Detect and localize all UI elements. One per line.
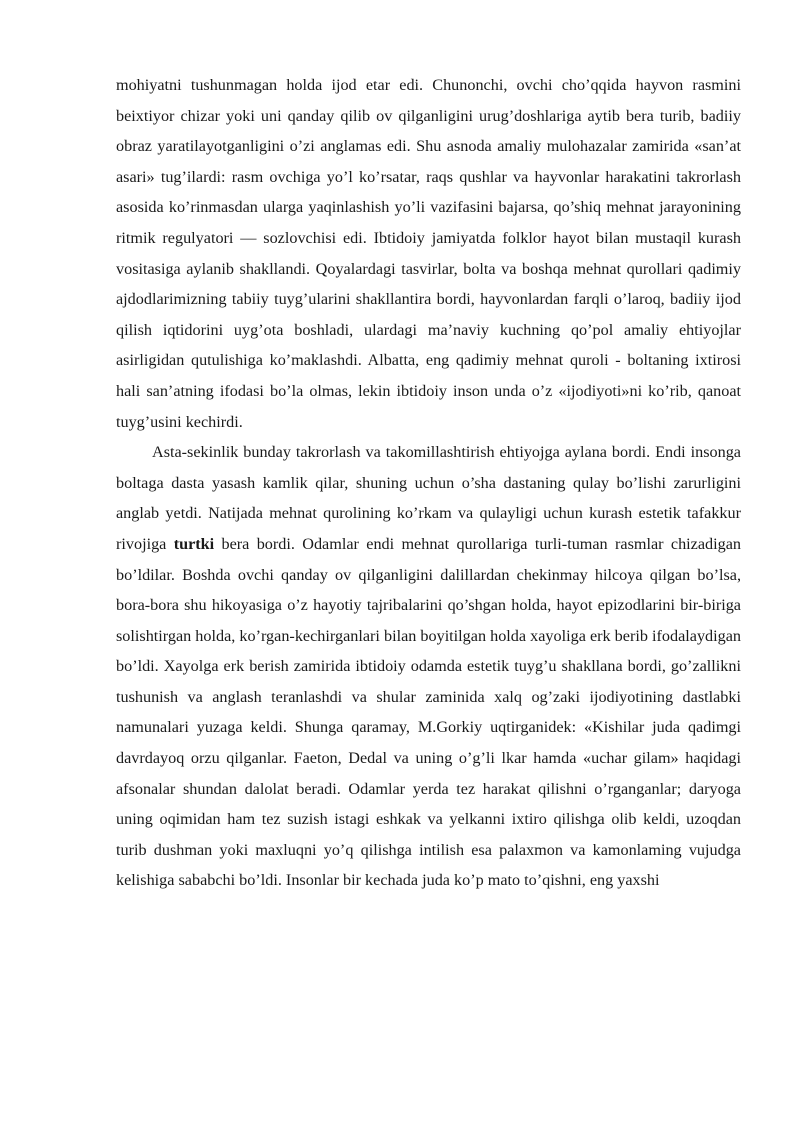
paragraph-2-text-after: bera bordi. Odamlar endi mehnat qurollariga turli-tuman rasmlar chizadigan bo’ldilar. Boshda ovchi qanday ov qilganligini dalillardan chekinmay hilcoya qilgan bo’lsa, bora-bora shu hikoyasiga o’z hayotiy tajribalarini qo’shgan holda, hayot epizodlarini bir-biriga solishtirgan holda, ko’rgan-kechirganlari bilan boyitilgan holda xayoliga erk berib ifodalaydigan bo’ldi. Xayolga erk berish zamirida ibtidoiy odamda estetik tuyg’u shakllana bordi, go’zallikni tushunish va anglash teranlashdi va shular zaminida xalq og’zaki ijodiyotining dastlabki namunalari yuzaga keldi. Shunga qaramay, M.Gorkiy uqtirganidek: «Kishilar juda qadimgi davrdayoq orzu qilganlar. Faeton, Dedal va uning o’g’li lkar hamda «uchar gilam» haqidagi afsonalar shundan dalolat beradi. Odamlar yerda tez harakat qilishni o’rganganlar; daryoga uning oqimidan ham tez suzish istagi eshkak va yelkanni ixtiro qilishga olib keldi, uzoqdan turib dushman yoki maxluqni yo’q qilishga intilish esa palaxmon va kamonlaming vujudga kelishiga sababchi bo’ldi. Insonlar bir kechada juda ko’p mato to’qishni, eng yaxshi xyxy=(116,534,741,890)
bold-term: turtki xyxy=(173,534,215,553)
document-page xyxy=(116,70,741,896)
paragraph-1: mohiyatni tushunmagan holda ijod etar edi. Chunonchi, ovchi cho’qqida hayvon rasmini beixtiyor chizar yoki uni qanday qilib ov qilganligini urug’doshlariga aytib bera turib, badiiy obraz yaratilayotganligini o’zi anglamas edi. Shu asnoda amaliy mulohazalar zamirida «san’at asari» tug’ilardi: rasm ovchiga yo’l ko’rsatar, raqs qushlar va hayvonlar harakatini takrorlash asosida ko’rinmasdan ularga yaqinlashish yo’li vazifasini bajarsa, qo’shiq mehnat jarayonining ritmik regulyatori — sozlovchisi edi. Ibtidoiy jamiyatda folklor hayot bilan mustaqil kurash vositasiga aylanib shakllandi. Qoyalardagi tasvirlar, bolta va boshqa mehnat qurollari qadimiy ajdodlarimizning tabiiy tuyg’ularini shakllantira bordi, hayvonlardan farqli o’laroq, badiiy ijod qilish iqtidorini uyg’ota boshladi, ulardagi ma’naviy kuchning qo’pol amaliy ehtiyojlar asirligidan qutulishiga ko’maklashdi. Albatta, eng qadimiy mehnat quroli - boltaning ixtirosi hali san’atning ifodasi bo’la olmas, lekin ibtidoiy inson unda o’z «ijodiyoti»ni ko’rib, qanoat tuyg’usini kechirdi. xyxy=(116,76,741,431)
paragraph-2 xyxy=(116,437,741,896)
paragraph-2-text-before: Asta-sekinlik bunday takrorlash va takomillashtirish ehtiyojga aylana bordi. Endi insonga boltaga dasta yasash kamlik qilar, shuning uchun o’sha dastaning qulay bo’lishi zarurligini anglab yetdi. Natijada mehnat qurolining ko’rkam va qulayligi uchun kurash estetik tafakkur rivojiga xyxy=(116,443,741,553)
